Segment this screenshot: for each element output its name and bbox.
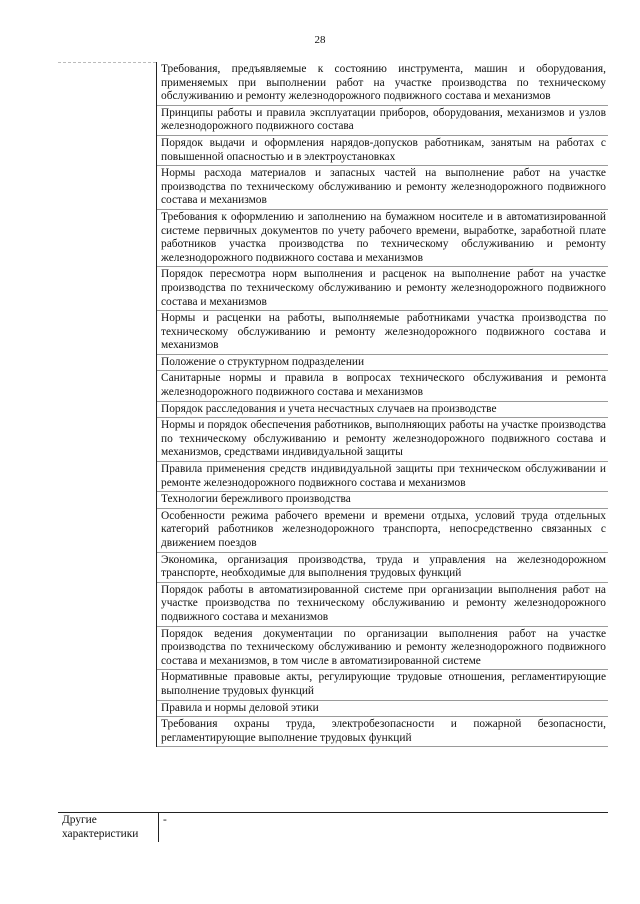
requirement-text: Экономика, организация производства, труда и управления на железнодорожном транспорте, необходимые для выполнения трудовых функций: [157, 552, 609, 582]
requirement-text: Нормы расхода материалов и запасных частей на выполнение работ на участке производства по техническому обслуживанию и ремонту железнодорожного подвижного состава и механизмов: [157, 166, 609, 210]
requirement-text: Нормы и расценки на работы, выполняемые работниками участка производства по техническому обслуживанию и ремонту железнодорожного подвижного состава и механизмов: [157, 311, 609, 355]
requirement-text: Порядок расследования и учета несчастных случаев на производстве: [157, 401, 609, 418]
requirement-text: Правила и нормы деловой этики: [157, 700, 609, 717]
requirement-text: Требования, предъявляемые к состоянию инструмента, машин и оборудования, применяемых при выполнении работ на участке производства по техническому обслуживанию и ремонту железнодорожного подвижного состава и механизмов: [157, 62, 609, 105]
other-characteristics-label: Другие характеристики: [58, 813, 159, 843]
requirement-text: Требования охраны труда, электробезопасности и пожарной безопасности, регламентирующие выполнение трудовых функций: [157, 717, 609, 747]
requirement-text: Особенности режима рабочего времени и времени отдыха, условий труда отдельных категорий работников железнодорожного транспорта, непосредственно связанных с движением поездов: [157, 508, 609, 552]
requirement-text: Нормы и порядок обеспечения работников, выполняющих работы на участке производства по техническому обслуживанию и ремонту железнодорожного подвижного состава и механизмов, средствами индивидуальной защиты: [157, 418, 609, 462]
requirement-text: Порядок работы в автоматизированной системе при организации выполнения работ на участке производства по техническому обслуживанию и ремонту железнодорожного подвижного состава и механизмов: [157, 582, 609, 626]
other-characteristics-table: [58, 812, 608, 842]
requirements-table: [58, 62, 608, 747]
requirement-text: Порядок ведения документации по организации выполнения работ на участке производства по техническому обслуживанию и ремонту железнодорожного подвижного состава и механизмов, в том числе в автоматизированной системе: [157, 626, 609, 670]
other-characteristics-row: [58, 813, 608, 843]
requirement-text: Требования к оформлению и заполнению на бумажном носителе и в автоматизированной системе первичных документов по учету рабочего времени, выработке, заработной плате работников участка производства по техническому обслуживанию и ремонту железнодорожного подвижного состава и механизмов: [157, 209, 609, 266]
requirement-text: Правила применения средств индивидуальной защиты при техническом обслуживании и ремонте железнодорожного подвижного состава и механизмов: [157, 462, 609, 492]
requirement-row: [58, 62, 608, 105]
other-characteristics-value: -: [159, 813, 609, 843]
requirement-text: Нормативные правовые акты, регулирующие трудовые отношения, регламентирующие выполнение трудовых функций: [157, 670, 609, 700]
requirement-text: Положение о структурном подразделении: [157, 354, 609, 371]
requirement-text: Технологии бережливого производства: [157, 492, 609, 509]
requirement-text: Санитарные нормы и правила в вопросах технического обслуживания и ремонта железнодорожного подвижного состава и механизмов: [157, 371, 609, 401]
requirement-text: Порядок пересмотра норм выполнения и расценок на выполнение работ на участке производства по техническому обслуживанию и ремонту железнодорожного подвижного состава и механизмов: [157, 267, 609, 311]
knowledge-label-cell: [58, 62, 157, 747]
requirement-text: Порядок выдачи и оформления нарядов-допусков работникам, занятым на работах с повышенной опасностью и в электроустановках: [157, 135, 609, 165]
page-number: 28: [314, 34, 326, 46]
requirement-text: Принципы работы и правила эксплуатации приборов, оборудования, механизмов и узлов железнодорожного подвижного состава: [157, 105, 609, 135]
